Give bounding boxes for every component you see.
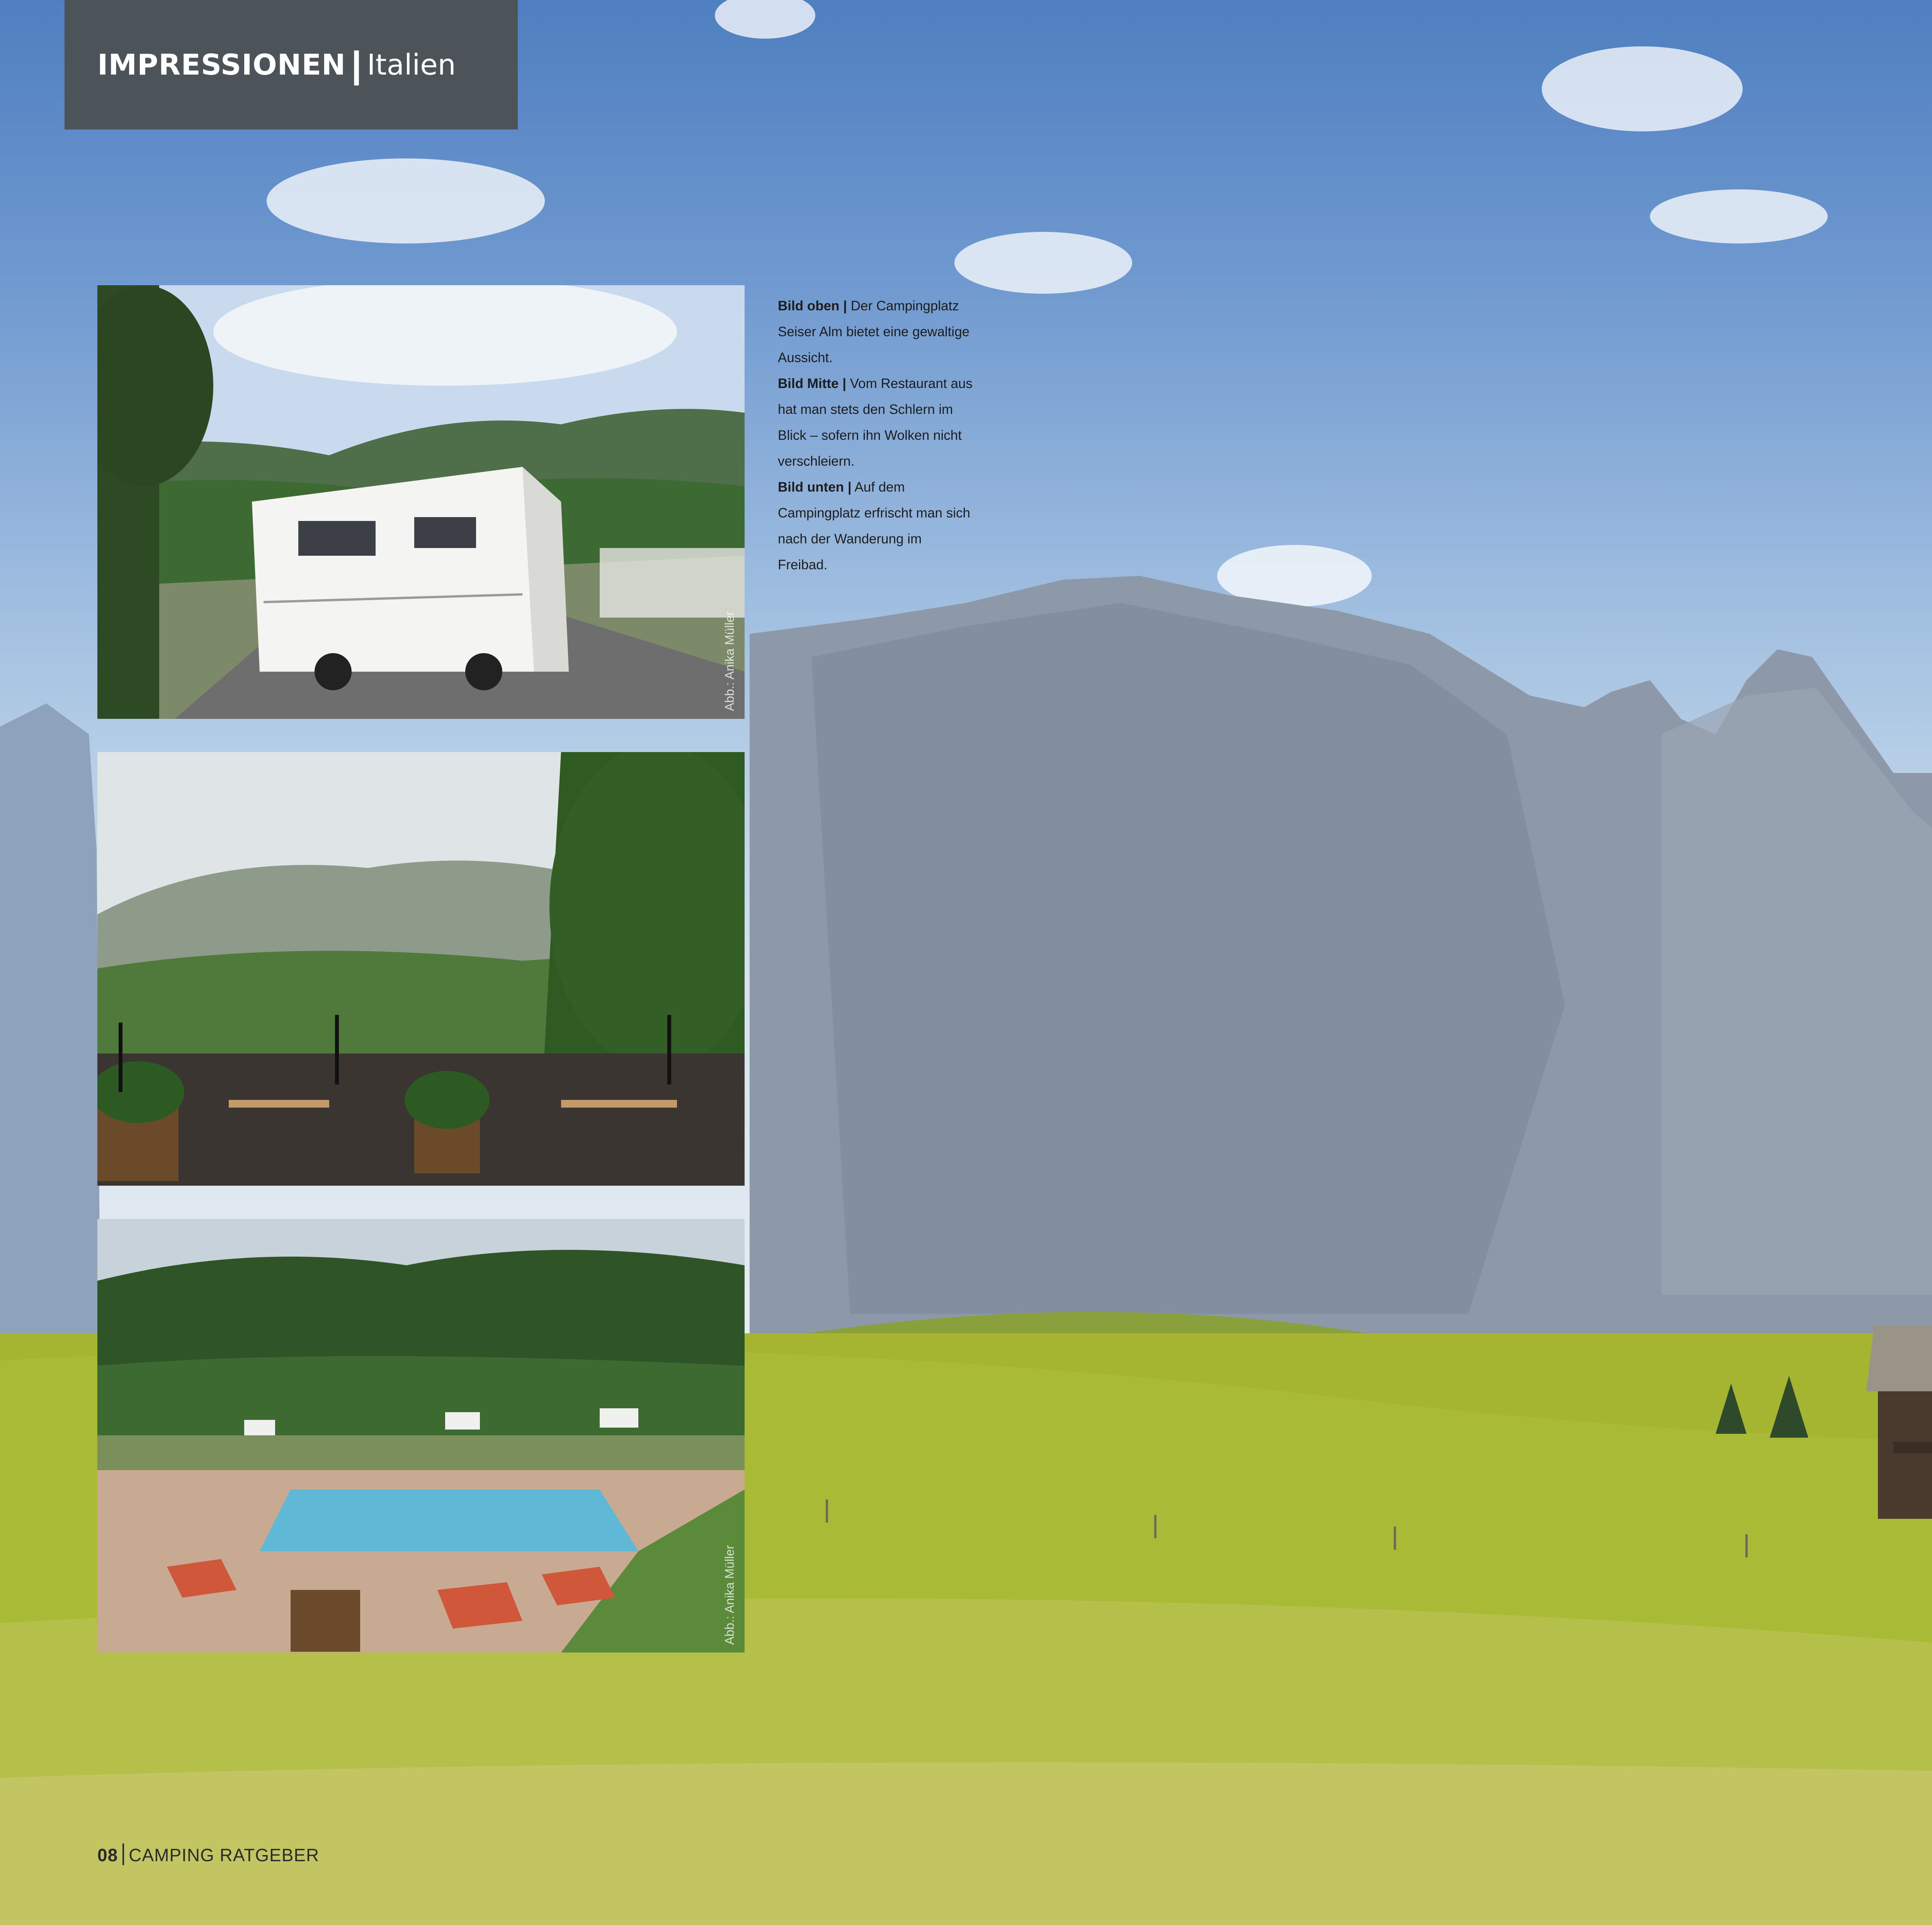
section-label: IMPRESSIONEN <box>97 48 346 82</box>
folio-left <box>97 1843 319 1865</box>
photo-swimming-pool <box>97 1219 745 1653</box>
pool-water <box>260 1489 638 1551</box>
motorhome <box>252 467 569 690</box>
section-separator: | <box>351 44 362 85</box>
caption-middle: Bild Mitte | Vom Restaurant aus hat man stets den Schlern im Blick – sofern ihn Wolken nicht verschleiern. <box>778 376 973 469</box>
photo-credit-bottom: Abb.: Anika Müller <box>723 1545 736 1645</box>
caption-top: Bild oben | Der Campingplatz Seiser Alm bietet eine gewaltige Aussicht. <box>778 298 970 365</box>
folio-divider <box>122 1843 124 1865</box>
photo-motorhome <box>97 285 745 719</box>
photo-captions <box>778 293 975 578</box>
section-sublabel: Italien <box>367 48 456 82</box>
section-tag <box>65 0 518 129</box>
photo-credit-top: Abb.: Anika Müller <box>723 611 736 711</box>
caption-bottom: Bild unten | Auf dem Campingplatz erfrischt man sich nach der Wanderung im Freibad. <box>778 480 970 572</box>
magazine-title-left: CAMPING RATGEBER <box>129 1845 320 1865</box>
page-number-left: 08 <box>97 1845 118 1865</box>
photo-restaurant-terrace <box>97 752 745 1186</box>
